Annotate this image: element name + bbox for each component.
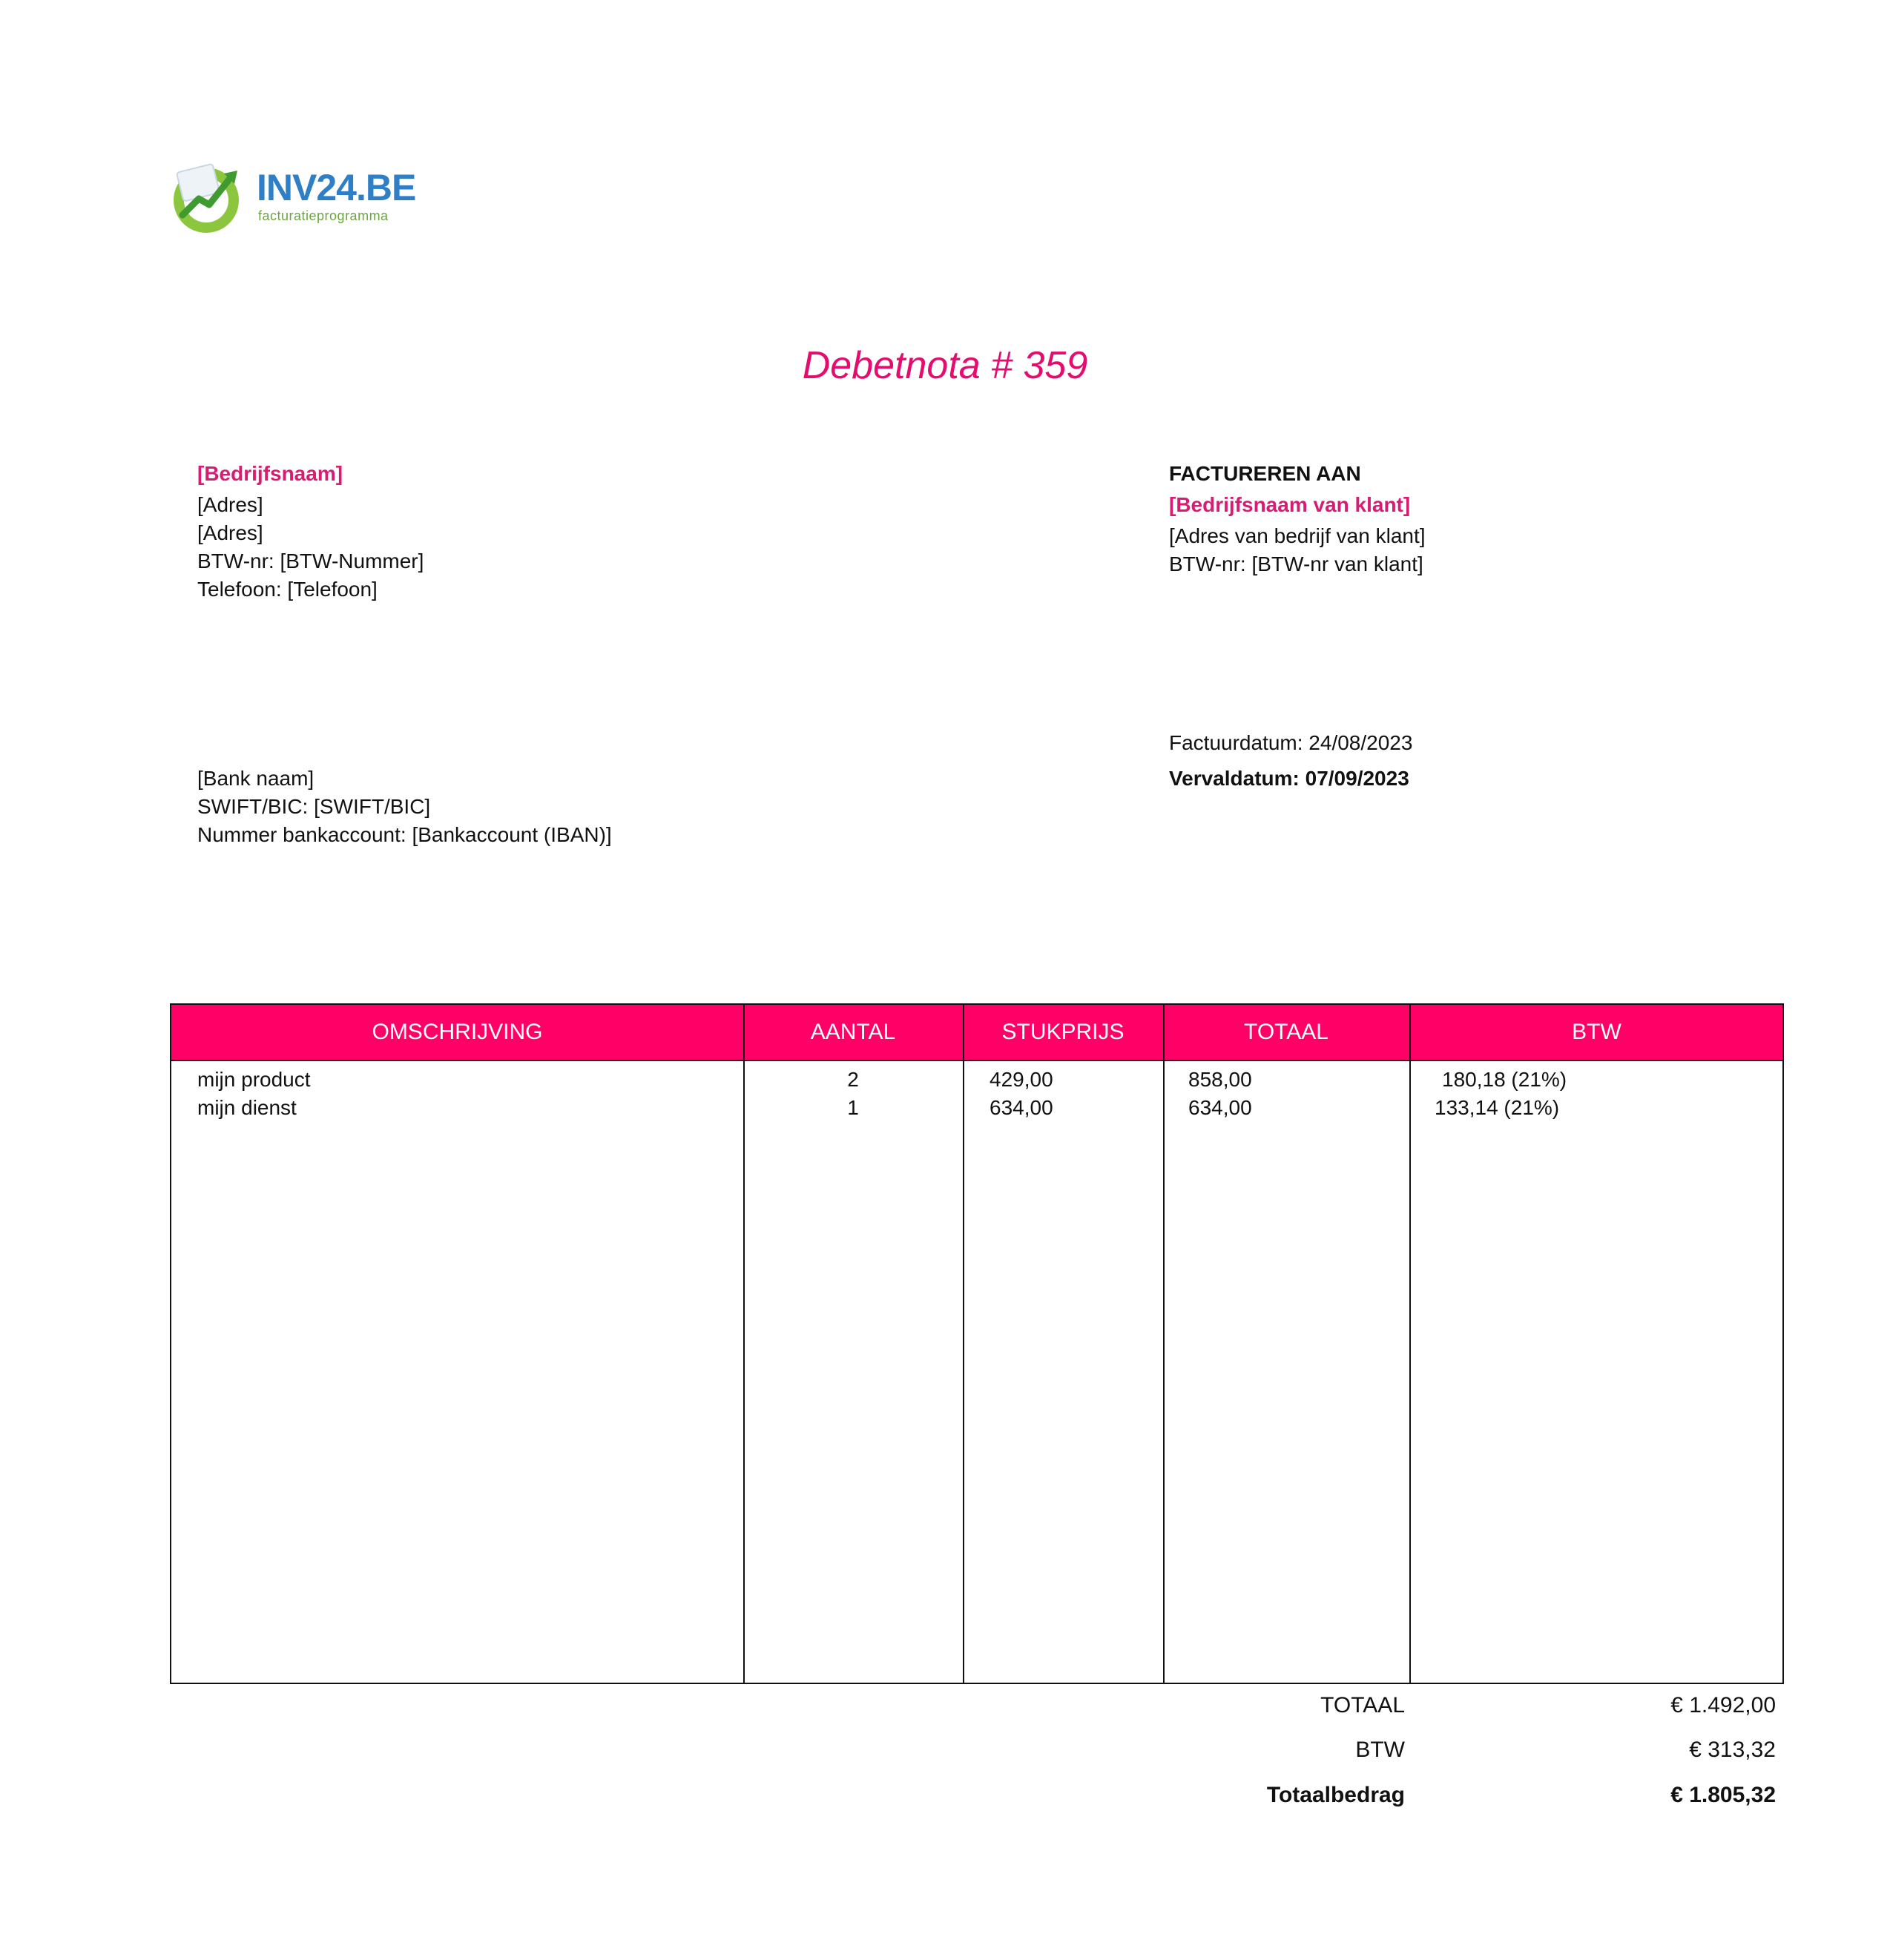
bank-name: [Bank naam] bbox=[197, 767, 315, 790]
logo-icon bbox=[169, 157, 251, 239]
document-title: Debetnota # 359 bbox=[802, 344, 1088, 387]
column-divider bbox=[963, 1005, 964, 1683]
header-quantity: AANTAL bbox=[810, 1020, 896, 1044]
column-divider bbox=[1409, 1005, 1411, 1683]
column-divider bbox=[1163, 1005, 1165, 1683]
row-1-total: 858,00 bbox=[1188, 1068, 1252, 1091]
logo-brand: INV24.BE bbox=[257, 167, 416, 208]
row-2-unit-price: 634,00 bbox=[990, 1096, 1053, 1119]
due-date: Vervaldatum: 07/09/2023 bbox=[1169, 767, 1409, 790]
row-1-unit-price: 429,00 bbox=[990, 1068, 1053, 1091]
subtotal-label: TOTAAL bbox=[1320, 1693, 1405, 1718]
vat-total-label: BTW bbox=[1355, 1738, 1405, 1762]
bill-to-heading: FACTUREREN AAN bbox=[1169, 462, 1361, 485]
seller-phone: Telefoon: [Telefoon] bbox=[197, 578, 378, 601]
table-header bbox=[171, 1005, 1782, 1061]
row-2-total: 634,00 bbox=[1188, 1096, 1252, 1119]
row-1-vat: 180,18 (21%) bbox=[1442, 1068, 1567, 1091]
bill-to-vat: BTW-nr: [BTW-nr van klant] bbox=[1169, 552, 1423, 575]
grand-total-value: € 1.805,32 bbox=[1670, 1783, 1776, 1807]
seller-address-2: [Adres] bbox=[197, 521, 263, 544]
bank-swift: SWIFT/BIC: [SWIFT/BIC] bbox=[197, 795, 431, 818]
row-1-quantity: 2 bbox=[847, 1068, 859, 1091]
invoice-date: Factuurdatum: 24/08/2023 bbox=[1169, 731, 1413, 754]
header-total: TOTAAL bbox=[1244, 1020, 1328, 1044]
vat-total-value: € 313,32 bbox=[1689, 1738, 1776, 1762]
row-2-vat: 133,14 (21%) bbox=[1435, 1096, 1560, 1119]
seller-vat: BTW-nr: [BTW-Nummer] bbox=[197, 550, 424, 573]
bank-account: Nummer bankaccount: [Bankaccount (IBAN)] bbox=[197, 823, 612, 846]
bill-to-company: [Bedrijfsnaam van klant] bbox=[1169, 493, 1411, 516]
row-2-quantity: 1 bbox=[847, 1096, 859, 1119]
header-vat: BTW bbox=[1572, 1020, 1621, 1044]
header-unit-price: STUKPRIJS bbox=[1001, 1020, 1125, 1044]
row-2-description: mijn dienst bbox=[197, 1096, 297, 1119]
logo-tagline: facturatieprogramma bbox=[258, 208, 389, 223]
header-description: OMSCHRIJVING bbox=[372, 1020, 543, 1044]
seller-address-1: [Adres] bbox=[197, 493, 263, 516]
row-1-description: mijn product bbox=[197, 1068, 311, 1091]
seller-company: [Bedrijfsnaam] bbox=[197, 462, 343, 485]
subtotal-value: € 1.492,00 bbox=[1670, 1693, 1776, 1718]
grand-total-label: Totaalbedrag bbox=[1266, 1783, 1405, 1807]
bill-to-address: [Adres van bedrijf van klant] bbox=[1169, 524, 1426, 547]
items-table bbox=[170, 1003, 1784, 1684]
